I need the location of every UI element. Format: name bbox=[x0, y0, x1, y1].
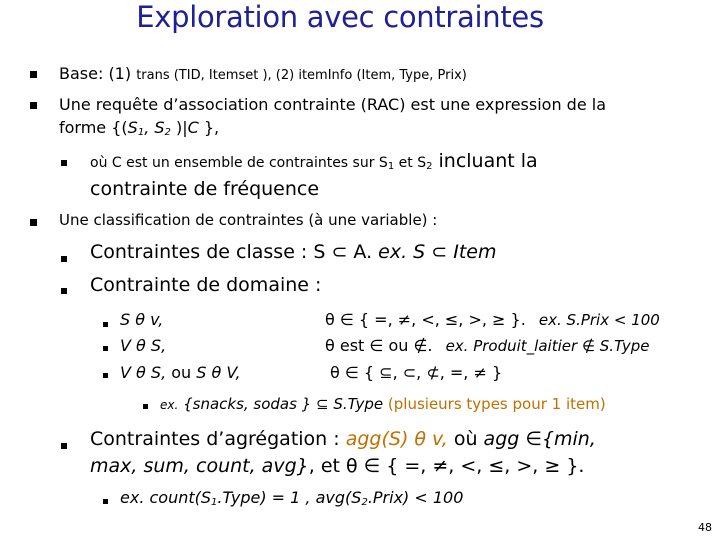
class-constraints-label: Contraintes de classe : S ⊂ A. bbox=[90, 241, 379, 263]
domain-item-3-left bbox=[120, 363, 241, 382]
bullet-marker bbox=[103, 322, 108, 327]
rac-form-close: }, bbox=[198, 118, 220, 137]
bullet-marker bbox=[30, 71, 37, 78]
domain-item-2-theta: θ est ∈ ou ∉. bbox=[325, 336, 433, 355]
sub-constraints-sub1: 1 bbox=[387, 161, 395, 172]
aggregation-example-a: ex. count(S bbox=[120, 488, 212, 507]
domain-item-2-right bbox=[325, 336, 650, 355]
sub-constraints-text-b: et S bbox=[394, 155, 427, 171]
aggregation-agg-set-start: agg ∈{min, bbox=[483, 428, 596, 450]
bullet-base-prefix: Base: (1) bbox=[59, 64, 137, 83]
class-constraints bbox=[90, 241, 497, 263]
aggregation-example-sub1: 1 bbox=[211, 497, 218, 508]
bullet-rac-line2 bbox=[59, 118, 219, 138]
bullet-marker bbox=[30, 102, 37, 109]
page-title: Exploration avec contraintes bbox=[136, 0, 544, 34]
domain-item-1-left: S θ v, bbox=[120, 310, 164, 329]
domain-item-1-example: ex. S.Prix < 100 bbox=[538, 311, 660, 329]
rac-form-mid: )| bbox=[170, 118, 188, 137]
rac-c: C bbox=[187, 118, 199, 137]
domain-item-2-example: ex. Produit_laitier ∉ S.Type bbox=[445, 337, 650, 355]
rac-s1: S bbox=[127, 118, 138, 137]
rac-s2-sub: 2 bbox=[164, 127, 171, 138]
domain-item-1-right bbox=[325, 310, 660, 329]
rac-s1-sub: 1 bbox=[137, 127, 145, 138]
aggregation-where: où bbox=[447, 428, 484, 450]
domain-item-1-theta: θ ∈ { =, ≠, <, ≤, >, ≥ }. bbox=[325, 310, 526, 329]
bullet-marker bbox=[103, 499, 108, 504]
bullet-marker bbox=[103, 346, 108, 351]
aggregation-example-c: .Prix) < 100 bbox=[367, 488, 464, 507]
aggregation-example-sub2: 2 bbox=[361, 497, 368, 508]
bullet-classification: Une classification de contraintes (à une variable) : bbox=[59, 211, 438, 229]
sub-constraints-sub2: 2 bbox=[426, 161, 433, 172]
example-prefix: ex. bbox=[160, 398, 179, 412]
domain-item-3-v-theta-s: V θ S, bbox=[120, 363, 167, 382]
aggregation-label: Contraintes d’agrégation : bbox=[90, 428, 346, 450]
rac-s2: S bbox=[154, 118, 165, 137]
bullet-rac-line1: Une requête d’association contrainte (RAC) est une expression de la bbox=[59, 95, 607, 114]
rac-form-open: forme {( bbox=[59, 118, 128, 137]
example-note: (plusieurs types pour 1 item) bbox=[383, 395, 606, 413]
bullet-base-schema: trans (TID, Itemset ), (2) itemInfo (Item, Type, Prix) bbox=[136, 68, 467, 83]
domain-item-3-or: ou bbox=[166, 363, 197, 382]
bullet-marker bbox=[61, 443, 67, 449]
example-expression: {snacks, sodas } ⊆ S.Type bbox=[178, 395, 384, 413]
domain-constraints: Contrainte de domaine : bbox=[90, 274, 322, 296]
bullet-marker bbox=[143, 404, 148, 409]
bullet-marker bbox=[61, 256, 67, 262]
page-number: 48 bbox=[698, 521, 712, 534]
aggregation-agg-set-end: max, sum, count, avg} bbox=[90, 455, 309, 477]
aggregation-theta-set: , et θ ∈ { =, ≠, <, ≤, >, ≥ }. bbox=[308, 455, 585, 477]
bullet-marker bbox=[30, 219, 37, 226]
aggregation-example bbox=[120, 488, 463, 508]
bullet-marker bbox=[61, 288, 67, 294]
bullet-marker bbox=[103, 373, 108, 378]
aggregation-line2 bbox=[90, 455, 584, 477]
aggregation-expression: agg(S) θ v, bbox=[345, 428, 448, 450]
domain-item-3-example bbox=[160, 394, 606, 413]
bullet-base bbox=[59, 64, 467, 83]
aggregation-line1 bbox=[90, 428, 596, 450]
domain-item-3-right: θ ∈ { ⊆, ⊂, ⊄, =, ≠ } bbox=[330, 363, 503, 382]
bullet-marker bbox=[61, 160, 67, 166]
sub-bullet-constraints-line1 bbox=[90, 150, 538, 172]
class-constraints-example: ex. S ⊂ Item bbox=[378, 241, 497, 263]
sub-constraints-text-a: où C est un ensemble de contraintes sur S bbox=[90, 155, 388, 171]
rac-comma: , bbox=[144, 118, 155, 137]
domain-item-2-left: V θ S, bbox=[120, 336, 167, 355]
sub-constraints-text-c: incluant la bbox=[432, 150, 538, 172]
aggregation-example-b: .Type) = 1 , avg(S bbox=[217, 488, 362, 507]
sub-bullet-constraints-line2: contrainte de fréquence bbox=[90, 178, 320, 200]
domain-item-3-s-theta-v: S θ V, bbox=[196, 363, 241, 382]
